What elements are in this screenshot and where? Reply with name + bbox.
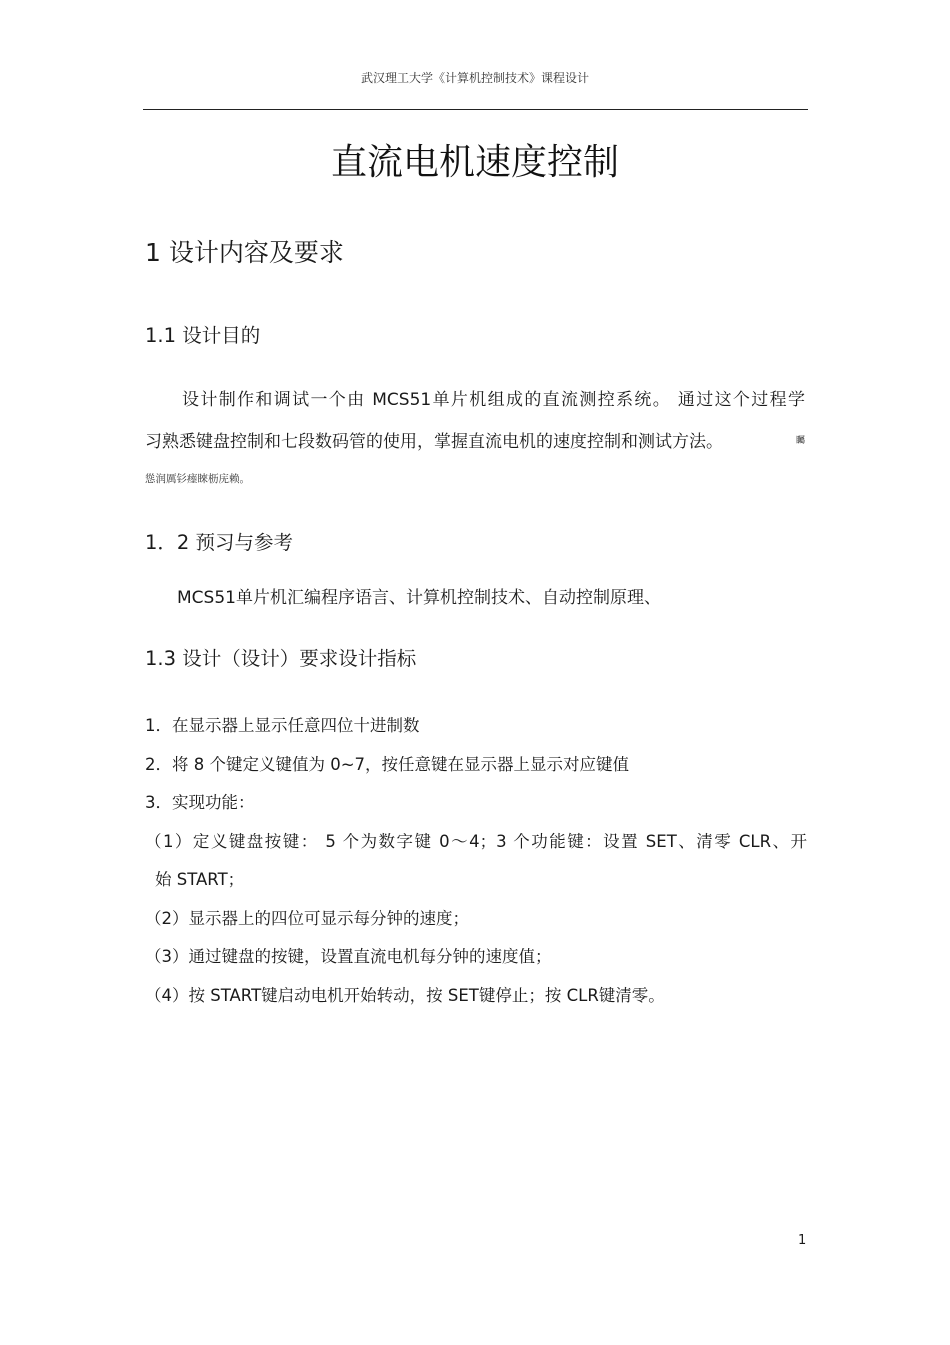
header-rule	[143, 109, 808, 110]
purpose-line-2: 习熟悉键盘控制和七段数码管的使用，掌握直流电机的速度控制和测试方法。	[145, 432, 723, 452]
requirement-item: 2．将 8 个键定义键值为 0~7，按任意键在显示器上显示对应键值	[145, 755, 630, 774]
function-item: （1）定义键盘按键： 5 个为数字键 0～4；3 个功能键：设置 SET、清零 CLR、开	[145, 832, 807, 851]
section-1-2-heading: 1．2 预习与参考	[145, 531, 294, 554]
purpose-line-1: 设计制作和调试一个由 MCS51单片机组成的直流测控系统。 通过这个过程学	[182, 390, 805, 410]
running-header: 武汉理工大学《计算机控制技术》课程设计	[360, 71, 589, 85]
function-item: （3）通过键盘的按键，设置直流电机每分钟的速度值；	[145, 947, 552, 966]
garbled-mark: 矚	[796, 436, 806, 446]
section-1-heading: 1 设计内容及要求	[145, 238, 344, 267]
garbled-text: 慫润厲钐瘗睞枥庑赖。	[145, 473, 250, 485]
function-item: （2）显示器上的四位可显示每分钟的速度；	[145, 909, 469, 928]
document-title: 直流电机速度控制	[330, 142, 619, 183]
page-number: 1	[798, 1233, 807, 1248]
section-1-1-heading: 1.1 设计目的	[145, 324, 261, 347]
function-item: （4）按 START键启动电机开始转动，按 SET键停止；按 CLR键清零。	[145, 986, 665, 1005]
section-1-3-heading: 1.3 设计（设计）要求设计指标	[145, 647, 417, 670]
function-item-continuation: 始 START；	[155, 870, 245, 889]
requirement-item: 1．在显示器上显示任意四位十进制数	[145, 716, 420, 735]
reference-text: MCS51单片机汇编程序语言、计算机控制技术、自动控制原理、	[177, 588, 661, 608]
requirement-item: 3．实现功能：	[145, 793, 255, 812]
purpose-paragraph	[145, 379, 805, 463]
